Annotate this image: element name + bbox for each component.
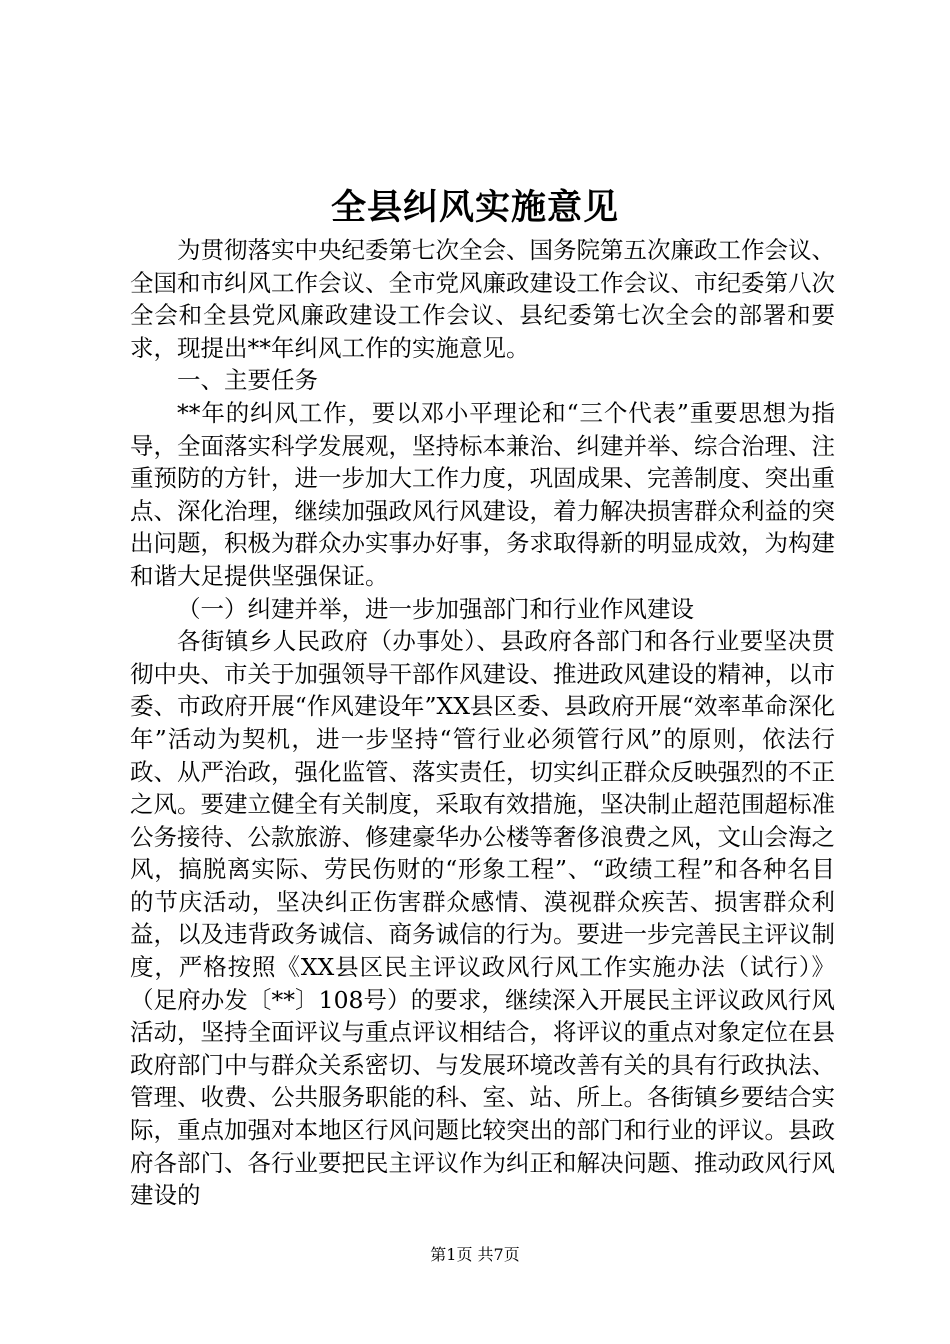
- paragraph-subsection-1: 各街镇乡人民政府（办事处）、县政府各部门和各行业要坚决贯彻中央、市关于加强领导干部作风建设、推进政风建设的精神，以市委、市政府开展“作风建设年”XX县区委、县政府开展“效率革命深化年”活动为契机，进一步坚持“管行业必须管行风”的原则，依法行政、从严治政，强化监管、落实责任，切实纠正群众反映强烈的不正之风。要建立健全有关制度，采取有效措施，坚决制止超范围超标准公务接待、公款旅游、修建豪华办公楼等奢侈浪费之风，文山会海之风，搞脱离实际、劳民伤财的“形象工程”、“政绩工程”和各种名目的节庆活动，坚决纠正伤害群众感情、漠视群众疾苦、损害群众利益，以及违背政务诚信、商务诚信的行为。要进一步完善民主评议制度，严格按照《XX县区民主评议政风行风工作实施办法（试行）》（足府办发〔**〕108号）的要求，继续深入开展民主评议政风行风活动，坚持全面评议与重点评议相结合，将评议的重点对象定位在县政府部门中与群众关系密切、与发展环境改善有关的具有行政执法、管理、收费、公共服务职能的科、室、站、所上。各街镇乡要结合实际，重点加强对本地区行风问题比较突出的部门和行业的评议。县政府各部门、各行业要把民主评议作为纠正和解决问题、推动政风行风建设的: [130, 627, 835, 1210]
- paragraph-main-tasks: **年的纠风工作，要以邓小平理论和“三个代表”重要思想为指导，全面落实科学发展观，坚持标本兼治、纠建并举、综合治理、注重预防的方针，进一步加大工作力度，巩固成果、完善制度、突出重点、深化治理，继续加强政风行风建设，着力解决损害群众利益的突出问题，积极为群众办实事办好事，务求取得新的明显成效，为构建和谐大足提供坚强保证。: [130, 398, 835, 590]
- document-title: 全县纠风实施意见: [330, 187, 619, 228]
- paragraph-intro: 为贯彻落实中央纪委第七次全会、国务院第五次廉政工作会议、全国和市纠风工作会议、全市党风廉政建设工作会议、市纪委第八次全会和全县党风廉政建设工作会议、县纪委第七次全会的部署和要求，现提出**年纠风工作的实施意见。: [130, 236, 835, 362]
- subsection-heading-1: （一）纠建并举，进一步加强部门和行业作风建设: [177, 594, 694, 623]
- page-footer: 第1页 共7页: [430, 1245, 520, 1264]
- document-body: [130, 234, 835, 1212]
- section-heading-main-tasks: 一、主要任务: [177, 366, 318, 395]
